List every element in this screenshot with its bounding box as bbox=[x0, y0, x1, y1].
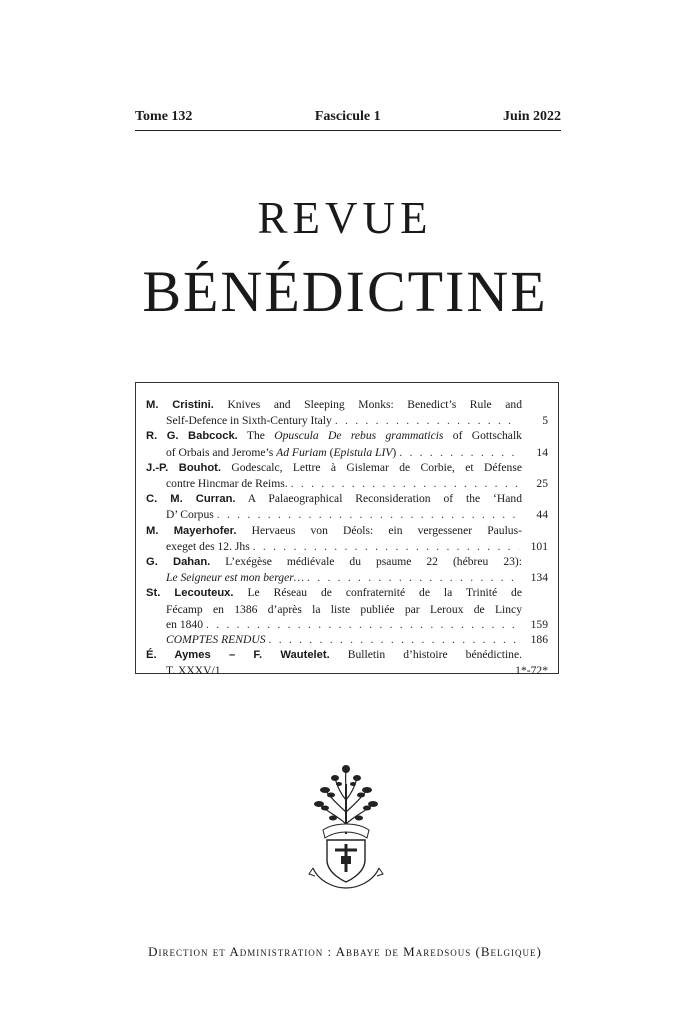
journal-title-line2: BÉNÉDICTINE bbox=[142, 259, 548, 324]
toc-title-italic: Le Seigneur est mon berger… bbox=[166, 571, 305, 585]
toc-title-cont: of Orbais and Jerome’s bbox=[166, 445, 274, 459]
toc-page: 14 bbox=[536, 445, 548, 459]
toc-title-italic: Epistula LIV bbox=[333, 445, 393, 459]
journal-title-line1: REVUE bbox=[257, 193, 433, 243]
toc-page: 1*-72* bbox=[515, 664, 548, 678]
toc-entry[interactable] bbox=[146, 632, 548, 647]
toc-title-cont: Self-Defence in Sixth-Century Italy bbox=[166, 414, 332, 428]
toc-author: St. Lecouteux. bbox=[146, 587, 234, 600]
toc-title-italic: Ad Furiam bbox=[276, 445, 327, 459]
abbey-emblem-icon bbox=[305, 764, 387, 890]
toc-page: 159 bbox=[530, 617, 548, 631]
toc-author: G. Dahan. bbox=[146, 556, 211, 569]
toc-page: 101 bbox=[530, 539, 548, 553]
toc-author: M. Mayerhofer. bbox=[146, 524, 237, 537]
toc-title-cont: en 1840 bbox=[166, 617, 204, 631]
paren-open: ( bbox=[329, 445, 334, 459]
toc-title-cont: Fécamp en 1386 d’après la liste publiée par Leroux de Lincy bbox=[166, 602, 522, 616]
toc-title-italic: Opuscula De rebus grammaticis bbox=[274, 429, 444, 443]
toc-title-cont: exeget des 12. Jhs bbox=[166, 539, 250, 553]
toc-title: Knives and Sleeping Monks: Benedict’s Rule and bbox=[227, 398, 523, 411]
toc-entry[interactable] bbox=[146, 523, 548, 554]
toc-entry[interactable] bbox=[146, 647, 548, 678]
toc-page: 25 bbox=[536, 477, 548, 491]
toc-title: L’exégèse médiévale du psaume 22 (hébreu 23): bbox=[225, 555, 523, 569]
toc-title: Bulletin d’histoire bénédictine. bbox=[347, 648, 523, 662]
toc-entry[interactable] bbox=[146, 554, 548, 585]
toc-title: The bbox=[246, 429, 265, 443]
toc-title: of Gottschalk bbox=[452, 429, 522, 443]
toc-title-cont: contre Hincmar de Reims. bbox=[166, 477, 288, 491]
toc-author: M. Cristini. bbox=[146, 399, 214, 411]
toc-title-cont: D’ Corpus bbox=[166, 508, 214, 522]
toc-entry[interactable] bbox=[146, 460, 548, 491]
issue-date: Juin 2022 bbox=[503, 109, 561, 124]
toc-title-cont: T. XXXV/1 bbox=[166, 664, 221, 678]
toc-entry[interactable] bbox=[146, 428, 548, 459]
tome-number: Tome 132 bbox=[135, 109, 193, 124]
toc-title: A Palaeographical Reconsideration of the ‘Hand bbox=[247, 492, 522, 506]
toc-page: 44 bbox=[536, 508, 548, 522]
toc-page: 186 bbox=[530, 633, 548, 647]
toc-entry[interactable] bbox=[146, 397, 548, 428]
toc-author: C. M. Curran. bbox=[146, 493, 236, 506]
toc-entry[interactable] bbox=[146, 585, 548, 632]
fascicule-number: Fascicule 1 bbox=[314, 109, 381, 124]
toc-author: É. Aymes – F. Wautelet. bbox=[146, 649, 330, 662]
toc-author: J.-P. Bouhot. bbox=[146, 461, 221, 474]
toc-author: R. G. Babcock. bbox=[146, 430, 238, 443]
toc-page: 134 bbox=[530, 571, 548, 585]
publisher-footer: Direction et Administration : Abbaye de Maredsous (Belgique) bbox=[148, 944, 542, 959]
toc-title: Godescalc, Lettre à Gislemar de Corbie, et Défense bbox=[231, 460, 522, 474]
toc-title: Hervaeus von Déols: ein vergessener Paulus- bbox=[251, 523, 522, 537]
issue-header bbox=[135, 108, 561, 131]
toc-section-label: COMPTES RENDUS bbox=[166, 633, 266, 647]
table-of-contents bbox=[135, 382, 559, 678]
toc-page: 5 bbox=[542, 414, 548, 428]
paren-close: ) bbox=[392, 445, 397, 459]
toc-entry[interactable] bbox=[146, 491, 548, 522]
toc-title: Le Réseau de confraternité de la Trinité de bbox=[247, 586, 522, 600]
